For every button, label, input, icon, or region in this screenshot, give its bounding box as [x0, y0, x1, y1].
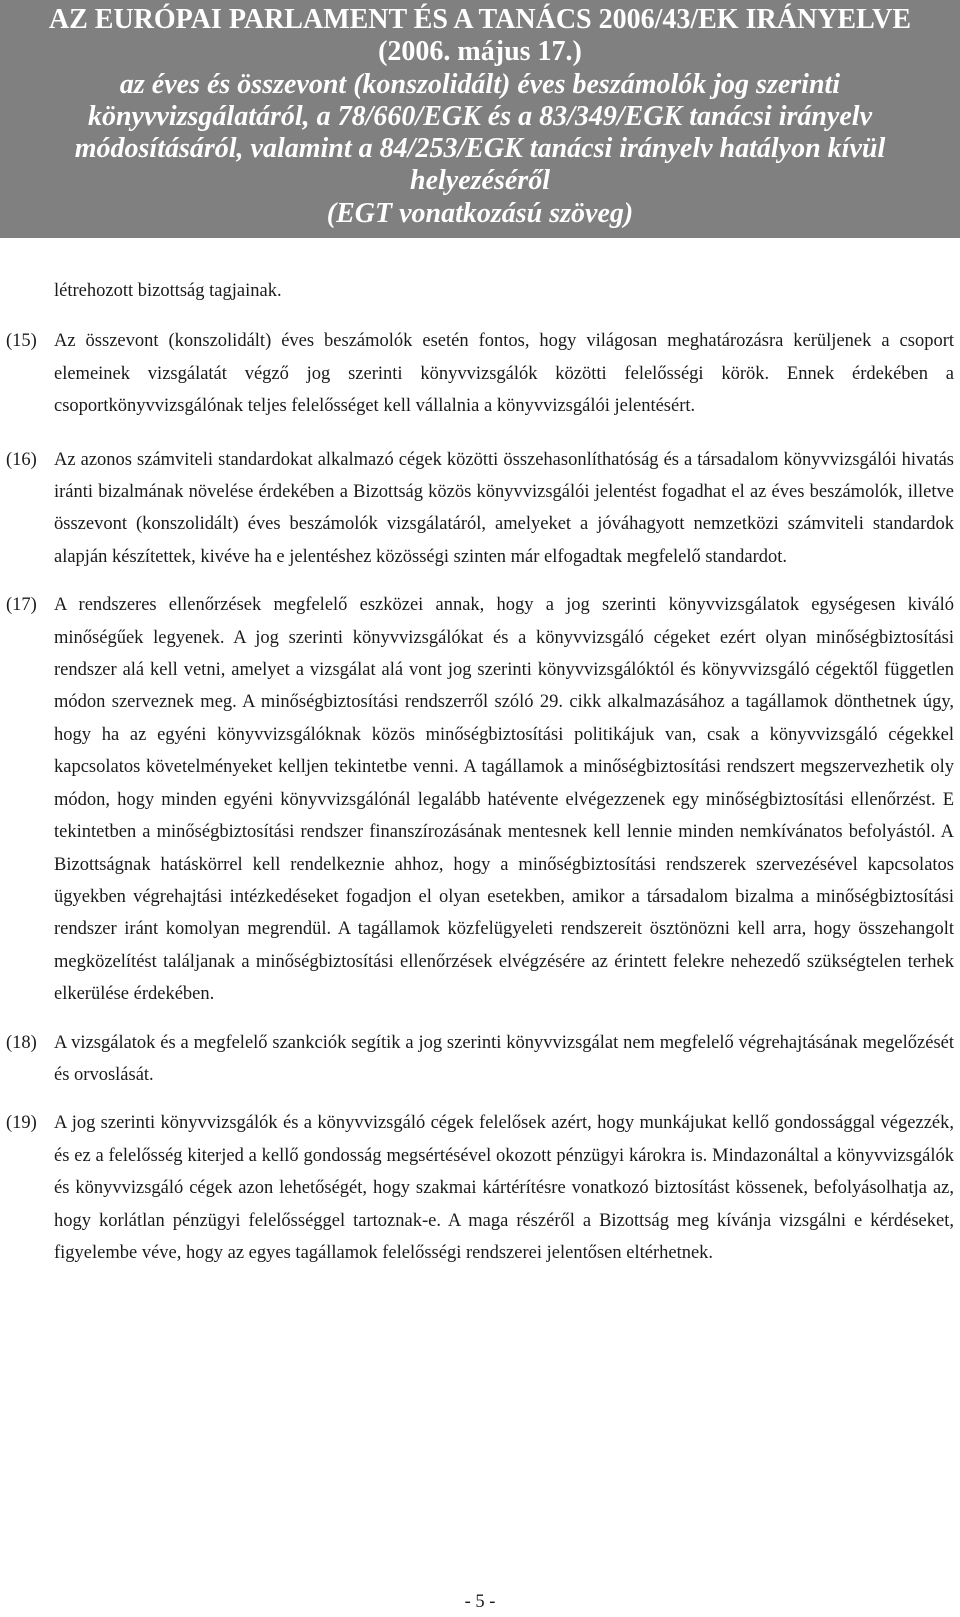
- recital-text: Az azonos számviteli standardokat alkalmazó cégek közötti összehasonlíthatóság és a társadalom könyvvizsgálói hivatás iránti bizalmának növelése érdekében a Bizottság közös könyvvizsgálói jelentést fogadhat el az éves beszámolók, illetve összevont (konszolidált) éves beszámolók vizsgálatáról, amelyeket a jóváhagyott nemzetközi számviteli standardok alapján készítettek, kivéve ha e jelentéshez közösségi szinten már elfogadtak megfelelő standardot.: [54, 449, 954, 567]
- title-line-3: az éves és összevont (konszolidált) éves beszámolók jog szerinti: [119, 68, 841, 100]
- recital-number: (18): [6, 1032, 37, 1053]
- recital-text: A rendszeres ellenőrzések megfelelő eszközei annak, hogy a jog szerinti könyvvizsgálatok egységesen kiváló minőségűek legyenek. A jog szerinti könyvvizsgálókat és a könyvvizsgáló cégeket ezért olyan minőségbiztosítási rendszer alá kell vetni, amelyet a vizsgálat alá vont jog szerinti könyvvizsgálóktól és könyvvizsgáló cégektől független módon szerveznek meg. A minőségbiztosítási rendszerről szóló 29. cikk alkalmazásához a tagállamok dönthetnek úgy, hogy ha az egyéni könyvvizsgálóknak közös minőségbiztosítási politikájuk van, csak a könyvvizsgáló cégekkel kapcsolatos követelményeket kelljen tekintetbe venni. A tagállamok a minőségbiztosítási rendszert megszervezhetik oly módon, hogy minden egyéni könyvvizsgálónál legalább hatévente elvégezzenek egy minőségbiztosítási ellenőrzést. E tekintetben a minőségbiztosítási rendszer finanszírozásának mentesnek kell lennie minden nemkívánatos befolyástól. A Bizottságnak hatáskörrel kell rendelkeznie ahhoz, hogy a minőségbiztosítási rendszerek szervezésével kapcsolatos ügyekben végrehajtási intézkedéseket fogadjon el olyan esetekben, amikor a társadalom bizalma a minőségbiztosítási rendszer iránt komolyan megrendül. A tagállamok közfelügyeleti rendszereit ösztönözni kell arra, hogy összehangolt megközelítést találjanak a minőségbiztosítási ellenőrzések elvégzésére az érintett felekre nehezedő szükségtelen terhek elkerülése érdekében.: [54, 595, 954, 1005]
- recital-number: (19): [6, 1113, 37, 1134]
- recital-number: (15): [6, 331, 37, 352]
- document-title-banner: [0, 0, 960, 238]
- recital-17: [0, 589, 960, 1010]
- title-line-5: módosításáról, valamint a 84/253/EGK tanácsi irányelv hatályon kívül: [74, 133, 886, 165]
- page-number: - 5 -: [464, 1592, 496, 1612]
- recital-19: [0, 1107, 960, 1269]
- title-line-6: helyezéséről: [410, 165, 550, 197]
- title-line-7: (EGT vonatkozású szöveg): [326, 197, 634, 229]
- recital-text: A vizsgálatok és a megfelelő szankciók segítik a jog szerinti könyvvizsgálat nem megfelelő végrehajtásának megelőzését és orvoslását.: [54, 1032, 954, 1085]
- title-line-4: könyvvizsgálatáról, a 78/660/EGK és a 83/349/EGK tanácsi irányelv: [87, 100, 872, 132]
- recital-text: Az összevont (konszolidált) éves beszámolók esetén fontos, hogy világosan meghatározásra kerüljenek a csoport elemeinek vizsgálatát végző jog szerinti könyvvizsgálók közötti felelősségi körök. Ennek érdekében a csoportkönyvvizsgálónak teljes felelősséget kell vállalnia a könyvvizsgálói jelentésért.: [54, 331, 954, 417]
- recital-text: A jog szerinti könyvvizsgálók és a könyvvizsgáló cégek felelősek azért, hogy munkájukat kellő gondossággal végezzék, és ez a felelősség kiterjed a kellő gondosság megsértésével okozott pénzügyi károkra is. Mindazonáltal a könyvvizsgálók és könyvvizsgáló cégek azon lehetőségét, hogy szakmai kártérítésre vonatkozó biztosítást kössenek, befolyásolhatja az, hogy korlátlan pénzügyi felelősséggel tartoznak-e. A maga részéről a Bizottság meg kívánja vizsgálni e kérdéseket, figyelembe véve, hogy az egyes tagállamok felelősségi rendszerei jelentősen eltérhetnek.: [54, 1113, 954, 1263]
- document-body: [0, 275, 960, 1269]
- continuation-text: létrehozott bizottság tagjainak.: [54, 281, 282, 301]
- recital-number: (17): [6, 595, 37, 616]
- recital-16: [0, 444, 960, 574]
- recital-number: (16): [6, 449, 37, 470]
- recital-15: [0, 325, 960, 422]
- recital-18: [0, 1027, 960, 1092]
- title-line-2: (2006. május 17.): [378, 36, 582, 68]
- title-line-1: AZ EURÓPAI PARLAMENT ÉS A TANÁCS 2006/43/EK IRÁNYELVE: [48, 4, 912, 35]
